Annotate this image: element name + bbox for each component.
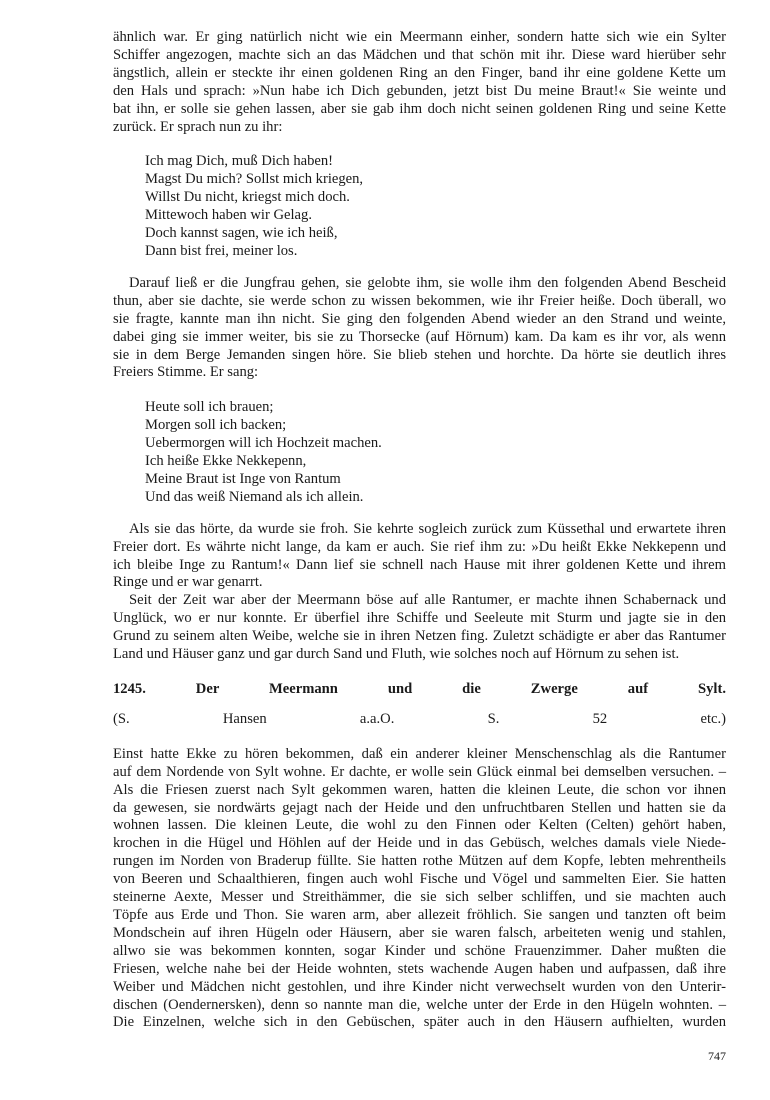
text-line: krochen in die Hügel und Höhlen auf der Heide und in das Gebüsch, welches damals viele Niede- — [113, 835, 726, 852]
text-line: bat ihn, er solle sie gehen lassen, aber sie gab ihm doch nicht seinen goldenen Ring und seine Kette — [113, 100, 726, 117]
verse-line: Doch kannst sagen, wie ich heiß, — [145, 225, 338, 242]
text-line: Weiber und Mädchen nicht gestohlen, und ihre Kinder nicht verwechselt wurden von den Unterir- — [113, 978, 726, 995]
text-line: Freiers Stimme. Er sang: — [113, 364, 259, 381]
text-line: Freier dort. Es währte nicht lange, da kam er auch. Sie rief ihm zu: »Du heißt Ekke Nekkepenn und — [113, 538, 726, 555]
verse-1 — [113, 153, 726, 260]
verse-line: Und das weiß Niemand als ich allein. — [145, 488, 364, 505]
text-line: da gewesen, sie nordwärts gejagt nach der Heide und den unfruchtbaren Stellen und hatten sie da — [113, 799, 726, 816]
paragraph-4 — [113, 592, 726, 664]
paragraph-5 — [113, 746, 726, 1033]
text-line: Mondschein auf ihren Hügeln oder Häusern, aber sie waren falsch, arbeiteten wenig und stahlen, — [113, 924, 726, 941]
verse-line: Dann bist frei, meiner los. — [145, 242, 298, 259]
text-line: Seit der Zeit war aber der Meermann böse auf alle Rantumer, er machte ihnen Schabernack und — [129, 592, 726, 609]
text-line: ähnlich war. Er ging natürlich nicht wie ein Meermann einher, sondern hatte sich wie ein Sylter — [113, 29, 726, 45]
text-line: rungen im Norden von Braderup füllte. Sie hatten rothe Mützen auf dem Kopfe, lebten mehrentheils — [113, 853, 726, 870]
section-source: (S. Hansen a.a.O. S. 52 etc.) — [113, 710, 726, 727]
text-line: sie fragte, kannte man ihn nicht. Sie ging den folgenden Abend wieder an den Strand und weinte, — [113, 310, 726, 327]
text-line: den Hals und sprach: »Nun habe ich Dich gebunden, jetzt bist Du meine Braut!« Sie weinte und — [113, 82, 726, 99]
text-line: Als die Friesen zuerst nach Sylt gekommen waren, hatten die kleinen Leute, die schon vor ihnen — [113, 781, 726, 798]
verse-line: Mittewoch haben wir Gelag. — [145, 207, 312, 224]
verse-line: Uebermorgen will ich Hochzeit machen. — [145, 435, 382, 452]
text-line: Einst hatte Ekke zu hören bekommen, daß ein anderer kleiner Menschenschlag als die Rantumer — [113, 745, 726, 762]
paragraph-2 — [113, 275, 726, 382]
verse-line: Morgen soll ich backen; — [145, 417, 287, 434]
text-line: auf dem Nordende von Sylt wohne. Er dachte, er wolle sein Glück einmal bei demselben versuchen. – — [113, 763, 726, 780]
text-line: ängstlich, allein er steckte ihr einen goldenen Ring an den Finger, band ihr eine goldene Kette um — [113, 64, 726, 81]
text-line: Friesen, welche nahe bei der Heide wohnten, stets wachende Augen haben und aufpassen, daß ihre — [113, 960, 726, 977]
text-line: Grund zu seinem alten Weibe, welche sie in ihren Netzen fing. Zuletzt schädigte er aber das Rantumer — [113, 628, 726, 645]
text-line: Die Einzelnen, welche sich in den Gebüschen, später auch in den Häusern aufhielten, wurden — [113, 1014, 726, 1031]
text-line: wohnen lassen. Die kleinen Leute, die wohl zu den Finnen oder Kelten (Celten) gehört haben, — [113, 817, 726, 834]
text-line: Unglück, wo er nur konnte. Er überfiel ihre Schiffe und Seeleute mit Sturm und jagte sie in den — [113, 610, 726, 627]
text-line: ich bleibe Inge zu Rantum!« Dann lief sie schnell nach Hause mit ihrer goldenen Kette und ihrem — [113, 556, 726, 573]
text-line: Ringe und er war genarrt. — [113, 574, 263, 591]
section-heading: 1245. Der Meermann und die Zwerge auf Sylt. — [113, 681, 726, 697]
text-line: Töpfe aus Erde und Thon. Sie waren arm, aber allezeit fröhlich. Sie sangen und tanzten oft beim — [113, 906, 726, 923]
paragraph-3 — [113, 521, 726, 593]
page-number: 747 — [708, 1049, 726, 1063]
text-line: Als sie das hörte, da wurde sie froh. Sie kehrte sogleich zurück zum Küssethal und erwartete ihren — [129, 520, 726, 537]
text-line: Schiffer angezogen, machte sich an das Mädchen und that schön mit ihr. Diese ward hierüber sehr — [113, 46, 726, 63]
verse-line: Ich heiße Ekke Nekkepenn, — [145, 453, 307, 470]
text-line: sie in dem Berge Jemanden singen höre. Sie blieb stehen und horchte. Da hörte sie deutlich ihres — [113, 346, 726, 363]
text-line: zurück. Er sprach nun zu ihr: — [113, 118, 283, 135]
verse-line: Ich mag Dich, muß Dich haben! — [145, 153, 334, 170]
page-body — [113, 29, 726, 1032]
text-line: Land und Häuser ganz und gar durch Sand und Fluth, wie solches noch auf Hörnum zu sehen ist. — [113, 646, 680, 663]
verse-line: Magst Du mich? Sollst mich kriegen, — [145, 171, 364, 188]
verse-line: Willst Du nicht, kriegst mich doch. — [145, 189, 350, 206]
text-line: steinerne Aexte, Messer und Streithämmer, die sie sich selber schliffen, und sie machten auch — [113, 889, 726, 906]
text-line: thun, aber sie dachte, sie werde schon zu wissen bekommen, wie ihr Freier heiße. Doch überall, wo — [113, 292, 726, 309]
paragraph-1 — [113, 29, 726, 136]
text-line: allwo sie was bekommen konnten, sogar Kinder und schöne Frauenzimmer. Daher mußten die — [113, 942, 726, 959]
verse-line: Heute soll ich brauen; — [145, 399, 274, 416]
verse-2 — [113, 399, 726, 506]
text-line: Darauf ließ er die Jungfrau gehen, sie gelobte ihm, sie wolle ihm den folgenden Abend Bescheid — [129, 274, 726, 291]
text-line: dabei ging sie immer weiter, bis sie zu Thorsecke (auf Hörnum) kam. Da kam es ihr vor, als wenn — [113, 328, 726, 345]
text-line: von Beeren und Schaalthieren, fingen auch wohl Fische und Vögel und sammelten Eier. Sie hatten — [113, 871, 726, 888]
text-line: dischen (Oendernersken), denn so nannte man die, welche unter der Erde in den Hügeln wohnten. – — [113, 996, 726, 1013]
verse-line: Meine Braut ist Inge von Rantum — [145, 470, 341, 487]
